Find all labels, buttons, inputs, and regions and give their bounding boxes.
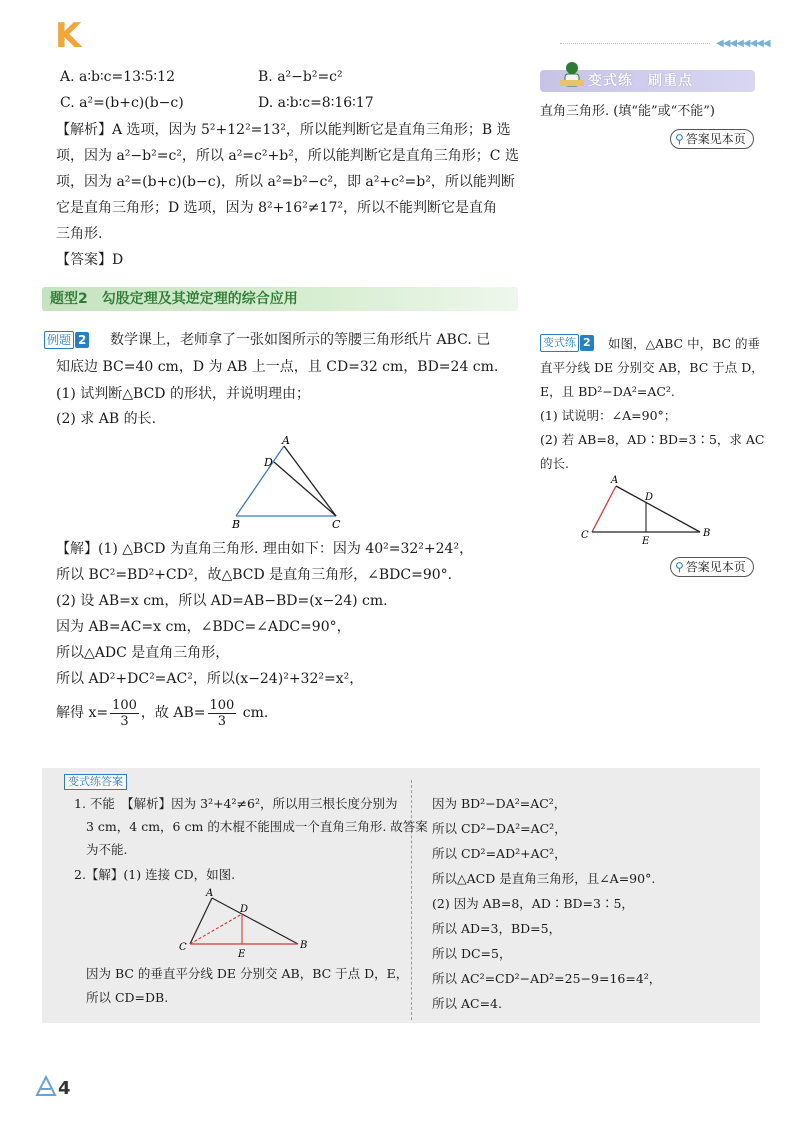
example-tag-number: 2 xyxy=(75,332,89,348)
footer-logo-icon xyxy=(34,1074,58,1098)
variant2-line: (1) 试说明：∠A=90°； xyxy=(540,408,677,423)
option-d: D. a∶b∶c=8∶16∶17 xyxy=(258,95,374,111)
sidebar-header xyxy=(540,70,755,92)
final-prefix: 解得 x= xyxy=(56,705,109,721)
section-title: 题型2 勾股定理及其逆定理的综合应用 xyxy=(50,291,298,307)
option-b: B. a²−b²=c² xyxy=(258,69,343,85)
answer-right-line: 所以 DC=5， xyxy=(432,946,512,961)
question-icon: ⚲ xyxy=(675,560,684,574)
answer-line: 【答案】D xyxy=(56,252,124,268)
final-mid: ，故 AB= xyxy=(140,705,206,721)
answer-right-line: 所以△ACD 是直角三角形，且∠A=90°. xyxy=(432,871,656,886)
answer-right-line: 所以 AC²=CD²−AD²=25−9=16=4²， xyxy=(432,971,662,986)
solution-line: 所以 AD²+DC²=AC²，所以(x−24)²+32²=x²， xyxy=(56,671,364,687)
option-c: C. a²=(b+c)(b−c) xyxy=(60,95,184,111)
solution-line: 因为 AB=AC=x cm，∠BDC=∠ADC=90°， xyxy=(56,619,351,635)
label-b: B xyxy=(300,940,308,951)
label-a: A xyxy=(282,434,290,447)
variant2-line: 的长. xyxy=(540,456,569,471)
side-ca xyxy=(592,486,616,532)
answer-right-line: 所以 AD=3，BD=5， xyxy=(432,921,562,936)
answer-left-line: 1. 不能 【解析】因为 3²+4²≠6²，所以用三根长度分别为 xyxy=(74,796,398,811)
example-tag xyxy=(44,331,89,349)
logo-k: K xyxy=(55,16,82,56)
label-d: D xyxy=(645,492,654,503)
example-line: (1) 试判断△BCD 的形状，并说明理由； xyxy=(56,386,310,402)
sidebar-fill-text: 直角三角形. (填“能”或“不能”) xyxy=(540,104,715,119)
label-c: C xyxy=(179,942,187,953)
solution-final-line xyxy=(56,696,268,730)
variant2-line: (2) 若 AB=8，AD∶BD=3∶5，求 AC xyxy=(540,432,765,447)
label-e: E xyxy=(238,949,246,960)
label-e: E xyxy=(642,536,650,547)
answer-left-line: 所以 CD=DB. xyxy=(86,990,169,1005)
answer-left-line: 3 cm，4 cm，6 cm 的木棍不能围成一个直角三角形. 故答案 xyxy=(86,819,428,834)
analysis-line: 【解析】A 选项，因为 5²+12²=13²，所以能判断它是直角三角形；B 选 xyxy=(56,122,511,138)
option-a: A. a∶b∶c=13∶5∶12 xyxy=(60,69,176,85)
analysis-line: 项，因为 a²−b²=c²，所以 a²=c²+b²，所以能判断它是直角三角形；C 选 xyxy=(56,148,519,164)
solution-line: 所以△ADC 是直角三角形， xyxy=(56,645,230,661)
answer-right-line: 因为 BD²−DA²=AC²， xyxy=(432,796,567,811)
side-ab xyxy=(616,486,700,532)
answer-right-line: (2) 因为 AB=8，AD∶BD=3∶5， xyxy=(432,896,634,911)
variant2-line: 如图，△ABC 中，BC 的垂 xyxy=(608,336,761,351)
triangle-side-ab xyxy=(236,446,284,516)
example-triangle-figure xyxy=(228,432,358,532)
solution-line: (2) 设 AB=x cm，所以 AD=AB−BD=(x−24) cm. xyxy=(56,593,388,609)
variant2-line: E，且 BD²−DA²=AC². xyxy=(540,384,675,399)
final-suffix: cm. xyxy=(238,705,269,721)
variant2-tag xyxy=(540,334,594,352)
variant2-tag-number: 2 xyxy=(580,335,594,351)
example-line: (2) 求 AB 的长. xyxy=(56,411,157,427)
variant2-tag-label: 变式练 xyxy=(540,334,579,352)
side-ab xyxy=(212,898,298,944)
sidebar-header-title: 变式练 刷重点 xyxy=(588,73,693,89)
page-number: 4 xyxy=(58,1078,71,1099)
label-b: B xyxy=(703,528,711,539)
label-b: B xyxy=(232,518,241,531)
analysis-line: 它是直角三角形；D 选项，因为 8²+16²≠17²，所以不能判断它是直角 xyxy=(56,200,497,216)
question-icon: ⚲ xyxy=(675,132,684,146)
answer-link-button[interactable] xyxy=(670,129,754,149)
answer-left-line: 为不能. xyxy=(86,842,128,857)
answer-right-line: 所以 AC=4. xyxy=(432,996,502,1011)
answers-divider xyxy=(411,780,412,1020)
header-dotted-line xyxy=(560,43,710,44)
answer-link-button-2[interactable] xyxy=(670,557,754,577)
variant2-triangle-figure xyxy=(578,472,718,548)
example-line: 数学课上，老师拿了一张如图所示的等腰三角形纸片 ABC. 已 xyxy=(110,332,491,348)
fraction-ab: $\frac{100}{3}$ xyxy=(209,697,235,729)
label-c: C xyxy=(332,518,341,531)
label-c: C xyxy=(581,530,589,541)
triangle-segment-cd xyxy=(274,462,336,516)
label-d: D xyxy=(240,904,249,915)
fraction-x: $\frac{100}{3}$ xyxy=(112,697,137,729)
analysis-line: 三角形. xyxy=(56,226,103,242)
answer-link-label: 答案见本页 xyxy=(685,132,746,146)
variant2-line: 直平分线 DE 分别交 AB，BC 于点 D， xyxy=(540,360,764,375)
answer-right-line: 所以 CD²−DA²=AC²， xyxy=(432,821,567,836)
section-banner xyxy=(42,287,518,311)
student-icon xyxy=(558,60,586,90)
label-d: D xyxy=(264,456,273,469)
answer-link-label: 答案见本页 xyxy=(685,560,746,574)
label-a: A xyxy=(611,475,619,486)
label-a: A xyxy=(206,888,214,899)
solution-line: 所以 BC²=BD²+CD²，故△BCD 是直角三角形，∠BDC=90°. xyxy=(56,567,453,583)
analysis-line: 项，因为 a²=(b+c)(b−c)，所以 a²=b²−c²，即 a²+c²=b²，所以能判断 xyxy=(56,174,515,190)
answer-right-line: 所以 CD²=AD²+AC²， xyxy=(432,846,567,861)
solution-line: 【解】(1) △BCD 为直角三角形. 理由如下：因为 40²=32²+24²， xyxy=(56,541,474,557)
answer-triangle-figure xyxy=(176,886,326,962)
header-arrow-decoration: ◀◀◀◀◀◀◀◀ xyxy=(716,38,770,49)
example-line: 知底边 BC=40 cm，D 为 AB 上一点，且 CD=32 cm，BD=24 cm. xyxy=(56,359,499,375)
example-tag-label: 例题 xyxy=(44,331,74,349)
answer-left-line: 因为 BC 的垂直平分线 DE 分别交 AB，BC 于点 D，E， xyxy=(86,966,409,981)
triangle-side-ac xyxy=(284,446,336,516)
answers-title: 变式练答案 xyxy=(64,774,127,790)
answer-left-line: 2.【解】(1) 连接 CD，如图. xyxy=(74,867,236,882)
